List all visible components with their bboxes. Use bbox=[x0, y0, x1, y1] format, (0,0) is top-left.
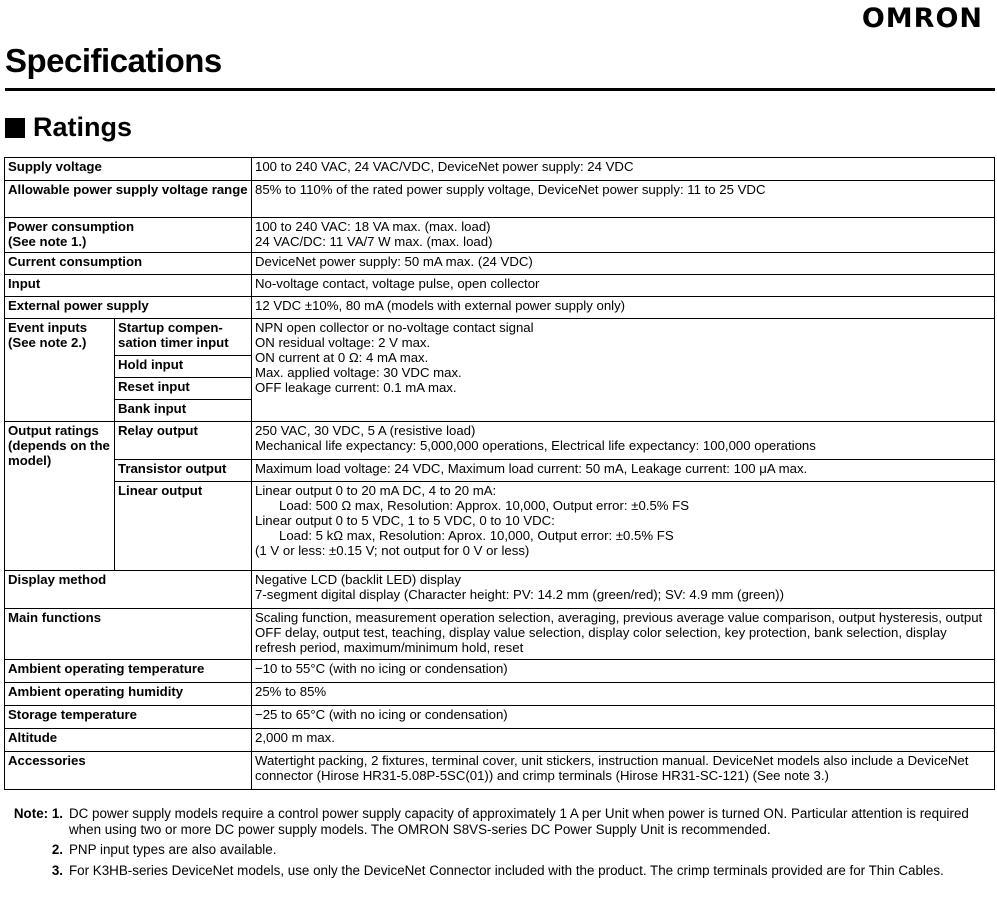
row-label: Ambient operating humidity bbox=[5, 683, 252, 706]
row-value: 2,000 m max. bbox=[252, 729, 995, 752]
row-value: No-voltage contact, voltage pulse, open collector bbox=[252, 275, 995, 297]
table-row bbox=[5, 706, 995, 729]
note-text: DC power supply models require a control power supply capacity of approximately 1 A per Unit when power is turned ON. Particular attention is required when using two or more DC power supply models. The OMRON S8VS-series DC Power Supply Unit is recommended. bbox=[69, 806, 969, 837]
table-row bbox=[5, 158, 995, 181]
value-line: Linear output 0 to 20 mA DC, 4 to 20 mA: bbox=[255, 483, 497, 498]
row-value: 100 to 240 VAC, 24 VAC/VDC, DeviceNet power supply: 24 VDC bbox=[252, 158, 995, 181]
table-row bbox=[5, 683, 995, 706]
square-bullet-icon bbox=[5, 118, 25, 138]
row-value: Scaling function, measurement operation selection, averaging, previous average value comparison, output hysteresis, output OFF delay, output test, teaching, display value selection, display color selection, key protection, bank selection, display refresh period, maximum/minimum hold, reset bbox=[252, 609, 995, 660]
row-value bbox=[252, 422, 995, 460]
table-row bbox=[5, 253, 995, 275]
note-item bbox=[5, 842, 995, 858]
sub-label: Relay output bbox=[115, 422, 252, 460]
table-row bbox=[5, 729, 995, 752]
note-item bbox=[5, 863, 995, 879]
title-divider bbox=[5, 88, 995, 91]
value-line: (1 V or less: ±0.15 V; not output for 0 V or less) bbox=[255, 543, 530, 558]
value-line: Linear output 0 to 5 VDC, 1 to 5 VDC, 0 to 10 VDC: bbox=[255, 513, 555, 528]
row-value: Watertight packing, 2 fixtures, terminal cover, unit stickers, instruction manual. DeviceNet models also include a DeviceNet connector (Hirose HR31-5.08P-5SC(01)) and crimp terminals (Hirose HR31-SC-121) (See note 3.) bbox=[252, 752, 995, 790]
row-label bbox=[5, 218, 252, 253]
value-line: 250 VAC, 30 VDC, 5 A (resistive load) bbox=[255, 423, 476, 438]
row-value: DeviceNet power supply: 50 mA max. (24 VDC) bbox=[252, 253, 995, 275]
row-value bbox=[252, 482, 995, 571]
table-row bbox=[5, 482, 995, 571]
row-label: Allowable power supply voltage range bbox=[5, 181, 252, 218]
row-value bbox=[252, 319, 995, 422]
note-number: 2. bbox=[51, 842, 63, 857]
sub-label: Startup compen-sation timer input bbox=[115, 319, 252, 356]
row-label: Input bbox=[5, 275, 252, 297]
value-line: 100 to 240 VAC: 18 VA max. (max. load) bbox=[255, 219, 491, 234]
group-label-line: Event inputs bbox=[8, 320, 88, 335]
row-value: −10 to 55°C (with no icing or condensation) bbox=[252, 660, 995, 683]
note-number: 3. bbox=[51, 862, 63, 878]
value-line: Mechanical life expectancy: 5,000,000 operations, Electrical life expectancy: 100,000 operations bbox=[255, 438, 816, 453]
notes-section bbox=[5, 806, 995, 883]
omron-logo: OMRON bbox=[861, 3, 983, 34]
note-item bbox=[5, 806, 995, 837]
value-line: NPN open collector or no-voltage contact signal bbox=[255, 320, 534, 335]
sub-label: Bank input bbox=[115, 400, 252, 422]
note-text: PNP input types are also available. bbox=[69, 842, 277, 857]
table-row bbox=[5, 460, 995, 482]
sub-label: Transistor output bbox=[115, 460, 252, 482]
sub-label: Hold input bbox=[115, 356, 252, 378]
row-label: Storage temperature bbox=[5, 706, 252, 729]
group-label bbox=[5, 319, 115, 422]
group-label-line: (See note 2.) bbox=[8, 335, 87, 350]
row-label: External power supply bbox=[5, 297, 252, 319]
row-label: Supply voltage bbox=[5, 158, 252, 181]
table-row bbox=[5, 422, 995, 460]
value-line: 24 VAC/DC: 11 VA/7 W max. (max. load) bbox=[255, 234, 493, 249]
row-value: Maximum load voltage: 24 VDC, Maximum load current: 50 mA, Leakage current: 100 μA max. bbox=[252, 460, 995, 482]
row-label: Main functions bbox=[5, 609, 252, 660]
sub-label: Reset input bbox=[115, 378, 252, 400]
table-row bbox=[5, 319, 995, 356]
table-row bbox=[5, 275, 995, 297]
ratings-table bbox=[4, 157, 995, 790]
sub-label: Linear output bbox=[115, 482, 252, 571]
value-line: Negative LCD (backlit LED) display bbox=[255, 572, 461, 587]
row-label-line: Power consumption bbox=[8, 219, 135, 234]
section-heading bbox=[5, 112, 132, 143]
row-value bbox=[252, 571, 995, 609]
value-line: Load: 5 kΩ max, Resolution: Aprox. 10,000, Output error: ±0.5% FS bbox=[279, 528, 674, 543]
row-value bbox=[252, 218, 995, 253]
value-line: ON current at 0 Ω: 4 mA max. bbox=[255, 350, 429, 365]
row-value: 25% to 85% bbox=[252, 683, 995, 706]
table-row bbox=[5, 181, 995, 218]
row-label: Display method bbox=[5, 571, 252, 609]
row-label: Current consumption bbox=[5, 253, 252, 275]
row-label: Altitude bbox=[5, 729, 252, 752]
table-row bbox=[5, 752, 995, 790]
value-line: ON residual voltage: 2 V max. bbox=[255, 335, 431, 350]
table-row bbox=[5, 297, 995, 319]
table-row bbox=[5, 218, 995, 253]
row-value: 12 VDC ±10%, 80 mA (models with external power supply only) bbox=[252, 297, 995, 319]
value-line: Max. applied voltage: 30 VDC max. bbox=[255, 365, 462, 380]
section-title: Ratings bbox=[33, 112, 133, 142]
value-line: 7-segment digital display (Character height: PV: 14.2 mm (green/red); SV: 4.9 mm (green)) bbox=[255, 587, 784, 602]
value-line: OFF leakage current: 0.1 mA max. bbox=[255, 380, 457, 395]
table-row bbox=[5, 660, 995, 683]
row-value: 85% to 110% of the rated power supply voltage, DeviceNet power supply: 11 to 25 VDC bbox=[252, 181, 995, 218]
row-label-line: (See note 1.) bbox=[8, 234, 87, 249]
row-label: Ambient operating temperature bbox=[5, 660, 252, 683]
table-row bbox=[5, 609, 995, 660]
page-title: Specifications bbox=[5, 42, 222, 79]
note-text: For K3HB-series DeviceNet models, use only the DeviceNet Connector included with the product. The crimp terminals provided are for Thin Cables. bbox=[69, 862, 944, 878]
row-label: Accessories bbox=[5, 752, 252, 790]
group-label: Output ratings (depends on the model) bbox=[5, 422, 115, 571]
note-number: Note: 1. bbox=[13, 806, 63, 821]
value-line: Load: 500 Ω max, Resolution: Approx. 10,000, Output error: ±0.5% FS bbox=[279, 498, 690, 513]
row-value: −25 to 65°C (with no icing or condensation) bbox=[252, 706, 995, 729]
table-row bbox=[5, 571, 995, 609]
